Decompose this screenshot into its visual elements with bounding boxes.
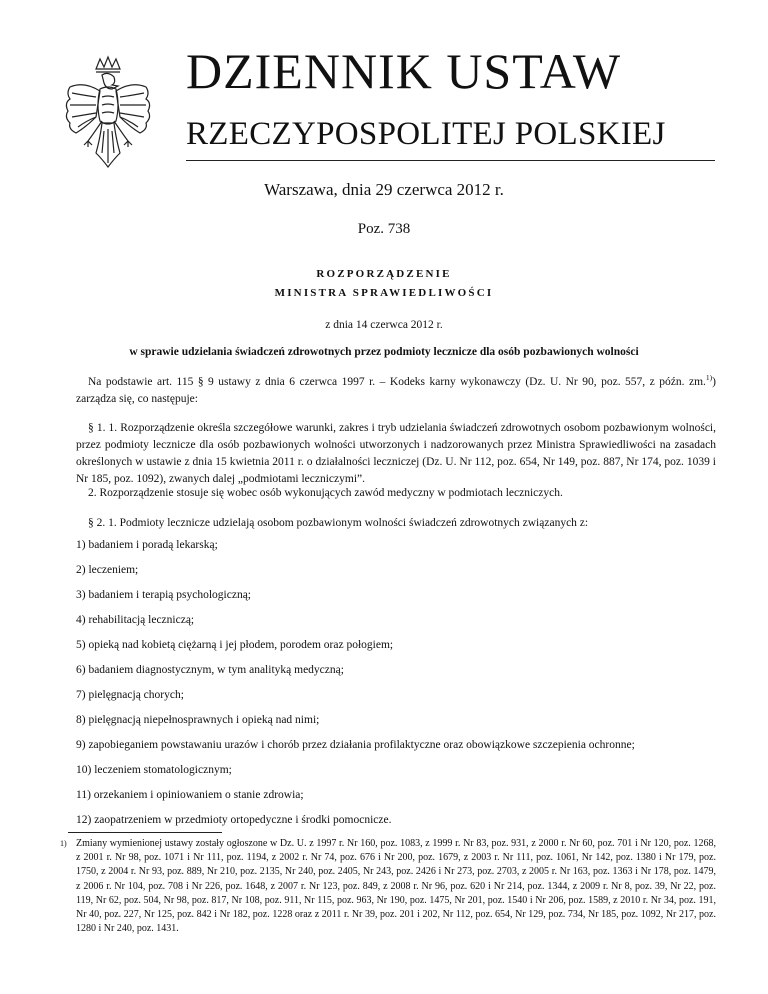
act-subject: w sprawie udzielania świadczeń zdrowotnych przez podmioty lecznicze dla osób pozbawionych wolności — [129, 346, 639, 358]
legal-basis-paragraph — [76, 374, 716, 408]
document-type: ROZPORZĄDZENIE — [316, 268, 452, 280]
list-item: 10) leczeniem stomatologicznym; — [76, 764, 232, 776]
list-item: 6) badaniem diagnostycznym, w tym analityką medyczną; — [76, 664, 344, 676]
section-2-intro: § 2. 1. Podmioty lecznicze udzielają osobom pozbawionym wolności świadczeń zdrowotnych związanych z: — [88, 517, 589, 529]
list-item: 3) badaniem i terapią psychologiczną; — [76, 589, 251, 601]
journal-subtitle: RZECZYPOSPOLITEJ POLSKIEJ — [186, 116, 666, 152]
list-item: 4) rehabilitacją leczniczą; — [76, 614, 195, 626]
list-item: 1) badaniem i poradą lekarską; — [76, 539, 218, 551]
list-item: 5) opieką nad kobietą ciężarną i jej płodem, porodem oraz połogiem; — [76, 639, 394, 651]
position-number: Poz. 738 — [357, 221, 411, 237]
list-item: 11) orzekaniem i opiniowaniem o stanie zdrowia; — [76, 789, 304, 801]
journal-title: DZIENNIK USTAW — [186, 43, 622, 99]
footnote-divider — [68, 832, 222, 833]
masthead-divider — [186, 160, 715, 161]
legal-basis-text: Na podstawie art. 115 § 9 ustawy z dnia 6 czerwca 1997 r. – Kodeks karny wykonawczy (Dz. U. Nr 90, poz. 557, z późn. zm. — [88, 376, 706, 388]
section-1-paragraph-2: 2. Rozporządzenie stosuje się wobec osób wykonujących zawód medyczny w podmiotach leczniczych. — [88, 487, 563, 499]
footnote-reference: 1) — [705, 373, 713, 383]
list-item: 2) leczeniem; — [76, 564, 139, 576]
act-date: z dnia 14 czerwca 2012 r. — [325, 319, 443, 331]
footnote — [60, 837, 716, 936]
document-issuer: MINISTRA SPRAWIEDLIWOŚCI — [274, 287, 494, 299]
list-item: 8) pielęgnacją niepełnosprawnych i opieką nad nimi; — [76, 714, 320, 726]
list-item: 9) zapobieganiem powstawaniu urazów i chorób przez działania profilaktyczne oraz obowiązkowe szczepienia ochronne; — [76, 739, 635, 751]
footnote-text: Zmiany wymienionej ustawy zostały ogłoszone w Dz. U. z 1997 r. Nr 160, poz. 1083, z 1999 r. Nr 83, poz. 931, z 2000 r. Nr 60, poz. 701 i Nr 120, poz. 1268, z 2001 r. Nr 98, poz. 1071 i Nr 111, poz. 1194, z 2002 r. Nr 74, poz. 676 i Nr 200, poz. 1679, z 2003 r. Nr 111, poz. 1061, Nr 142, poz. 1380 i Nr 179, poz. 1750, z 2004 r. Nr 93, poz. 889, Nr 210, poz. 2135, Nr 240, poz. 2405, Nr 243, poz. 2426 i Nr 273, poz. 2703, z 2005 r. Nr 163, poz. 1363 i Nr 178, poz. 1479, z 2006 r. Nr 104, poz. 708 i Nr 226, poz. 1648, z 2007 r. Nr 123, poz. 849, z 2008 r. Nr 96, poz. 620 i Nr 214, poz. 1344, z 2009 r. Nr 8, poz. 39, Nr 22, poz. 119, Nr 62, poz. 504, Nr 98, poz. 817, Nr 108, poz. 911, Nr 115, poz. 963, Nr 190, poz. 1475, Nr 201, poz. 1540 i Nr 206, poz. 1589, z 2010 r. Nr 34, poz. 191, Nr 40, poz. 227, Nr 125, poz. 842 i Nr 182, poz. 1228 oraz z 2011 r. Nr 39, poz. 201 i 202, Nr 112, poz. 654, Nr 129, poz. 734, Nr 185, poz. 1092, Nr 217, poz. 1280 i Nr 240, poz. 1431. — [76, 838, 716, 935]
polish-eagle-emblem-icon — [62, 55, 154, 173]
footnote-mark: 1) — [60, 839, 67, 848]
issue-date: Warszawa, dnia 29 czerwca 2012 r. — [264, 180, 504, 199]
list-item: 12) zaopatrzeniem w przedmioty ortopedyczne i środki pomocnicze. — [76, 814, 392, 826]
legal-basis-text-end: ) zarządza się, co następuje: — [76, 376, 716, 405]
list-item: 7) pielęgnacją chorych; — [76, 689, 184, 701]
section-1-paragraph-1: § 1. 1. Rozporządzenie określa szczegółowe warunki, zakres i tryb udzielania świadczeń zdrowotnych osobom pozbawionym wolności, przez podmioty lecznicze dla osób pozbawionych wolności utworzonych i nadzorowanych przez Ministra Sprawiedliwości na zasadach określonych w ustawie z dnia 15 kwietnia 2011 r. o działalności leczniczej (Dz. U. Nr 112, poz. 654, Nr 149, poz. 887, Nr 174, poz. 1039 i Nr 185, poz. 1092), zwanych dalej „podmiotami leczniczymi”. — [76, 422, 716, 485]
